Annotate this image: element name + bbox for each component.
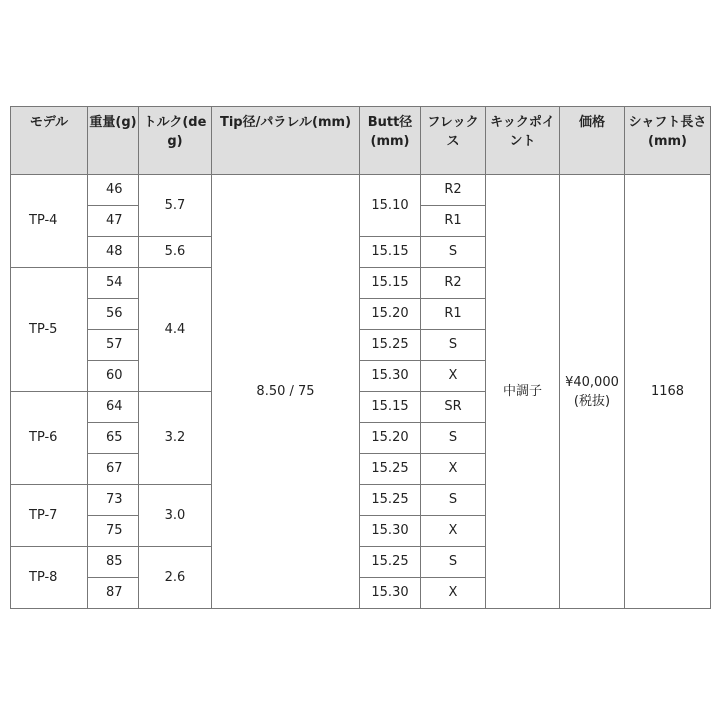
tip-cell: 8.50 / 75 bbox=[212, 175, 360, 609]
torque-cell: 5.6 bbox=[139, 237, 212, 268]
butt-cell: 15.20 bbox=[360, 299, 421, 330]
butt-cell: 15.15 bbox=[360, 237, 421, 268]
flex-cell: X bbox=[421, 454, 486, 485]
torque-cell: 3.2 bbox=[139, 392, 212, 485]
flex-cell: R2 bbox=[421, 175, 486, 206]
butt-cell: 15.15 bbox=[360, 268, 421, 299]
butt-cell: 15.20 bbox=[360, 423, 421, 454]
weight-cell: 46 bbox=[88, 175, 139, 206]
torque-cell: 2.6 bbox=[139, 547, 212, 609]
header-weight: 重量(g) bbox=[88, 107, 139, 175]
flex-cell: S bbox=[421, 423, 486, 454]
torque-cell: 3.0 bbox=[139, 485, 212, 547]
flex-cell: R1 bbox=[421, 299, 486, 330]
weight-cell: 57 bbox=[88, 330, 139, 361]
header-flex: フレックス bbox=[421, 107, 486, 175]
flex-cell: S bbox=[421, 237, 486, 268]
length-cell: 1168 bbox=[625, 175, 711, 609]
weight-cell: 60 bbox=[88, 361, 139, 392]
model-cell: TP-8 bbox=[11, 547, 88, 609]
butt-cell: 15.30 bbox=[360, 516, 421, 547]
weight-cell: 67 bbox=[88, 454, 139, 485]
header-model: モデル bbox=[11, 107, 88, 175]
model-cell: TP-4 bbox=[11, 175, 88, 268]
flex-cell: X bbox=[421, 578, 486, 609]
weight-cell: 87 bbox=[88, 578, 139, 609]
butt-cell: 15.15 bbox=[360, 392, 421, 423]
weight-cell: 54 bbox=[88, 268, 139, 299]
weight-cell: 47 bbox=[88, 206, 139, 237]
header-butt: Butt径(mm) bbox=[360, 107, 421, 175]
price-cell: ¥40,000(税抜) bbox=[560, 175, 625, 609]
butt-cell: 15.30 bbox=[360, 361, 421, 392]
flex-cell: R1 bbox=[421, 206, 486, 237]
weight-cell: 64 bbox=[88, 392, 139, 423]
header-row bbox=[11, 107, 711, 175]
butt-cell: 15.25 bbox=[360, 330, 421, 361]
butt-cell: 15.25 bbox=[360, 454, 421, 485]
kick-point-cell: 中調子 bbox=[486, 175, 560, 609]
flex-cell: S bbox=[421, 330, 486, 361]
torque-cell: 4.4 bbox=[139, 268, 212, 392]
butt-cell: 15.10 bbox=[360, 175, 421, 237]
table-row bbox=[11, 175, 711, 206]
flex-cell: R2 bbox=[421, 268, 486, 299]
weight-cell: 85 bbox=[88, 547, 139, 578]
flex-cell: S bbox=[421, 485, 486, 516]
header-torque: トルク(deg) bbox=[139, 107, 212, 175]
butt-cell: 15.25 bbox=[360, 547, 421, 578]
flex-cell: SR bbox=[421, 392, 486, 423]
flex-cell: X bbox=[421, 516, 486, 547]
header-tip: Tip径/パラレル(mm) bbox=[212, 107, 360, 175]
weight-cell: 48 bbox=[88, 237, 139, 268]
flex-cell: S bbox=[421, 547, 486, 578]
butt-cell: 15.25 bbox=[360, 485, 421, 516]
header-length: シャフト長さ(mm) bbox=[625, 107, 711, 175]
header-kick-point: キックポイント bbox=[486, 107, 560, 175]
weight-cell: 75 bbox=[88, 516, 139, 547]
weight-cell: 73 bbox=[88, 485, 139, 516]
torque-cell: 5.7 bbox=[139, 175, 212, 237]
weight-cell: 65 bbox=[88, 423, 139, 454]
header-price: 価格 bbox=[560, 107, 625, 175]
model-cell: TP-6 bbox=[11, 392, 88, 485]
flex-cell: X bbox=[421, 361, 486, 392]
model-cell: TP-7 bbox=[11, 485, 88, 547]
spec-table bbox=[10, 106, 711, 609]
model-cell: TP-5 bbox=[11, 268, 88, 392]
butt-cell: 15.30 bbox=[360, 578, 421, 609]
weight-cell: 56 bbox=[88, 299, 139, 330]
